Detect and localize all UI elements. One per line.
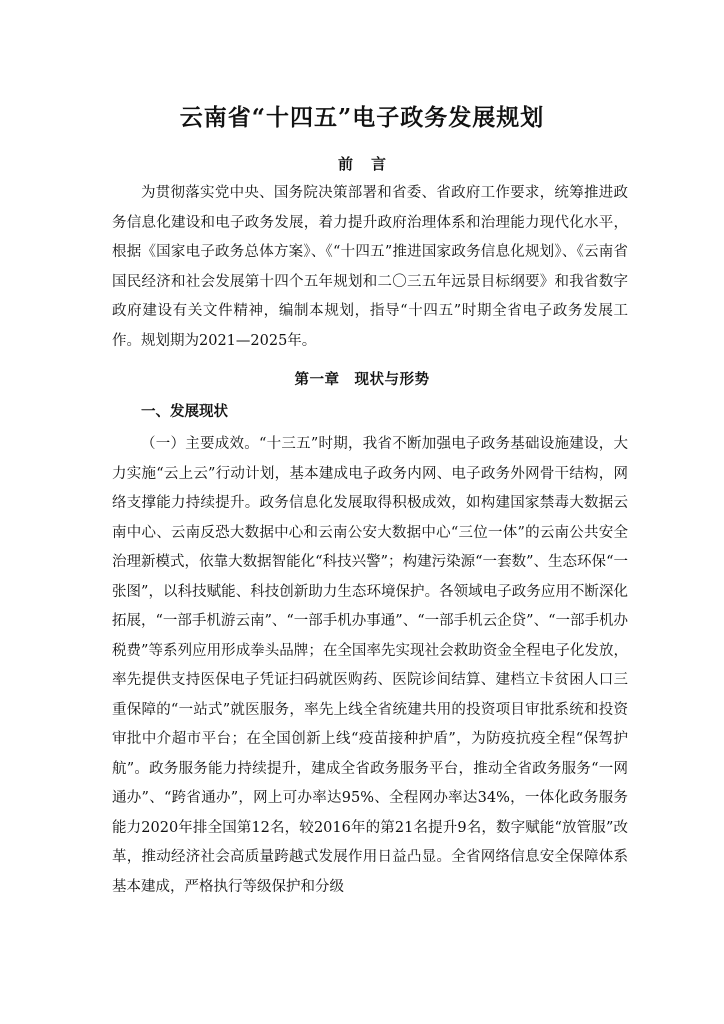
document-title: 云南省“十四五”电子政务发展规划: [179, 104, 545, 131]
section-heading: 一、发展现状: [141, 404, 228, 420]
section-paragraph: （一）主要成效。“十三五”时期，我省不断加强电子政务基础设施建设，大力实施“云上云”行动计划，基本建成电子政务内网、电子政务外网骨干结构，网络支撑能力持续提升。政务信息化发展取得积极成效，如构建国家禁毒大数据云南中心、云南反恐大数据中心和云南公安大数据中心“三位一体”的云南公共安全治理新模式，依靠大数据智能化“科技兴警”；构建污染源“一套数”、生态环保“一张图”，以科技赋能、科技创新助力生态环境保护。各领域电子政务应用不断深化拓展，“一部手机游云南”、“一部手机办事通”、“一部手机云企贷”、“一部手机办税费”等系列应用形成拳头品牌；在全国率先实现社会救助资金全程电子化发放，率先提供支持医保电子凭证扫码就医购药、医院诊间结算、建档立卡贫困人口三重保障的“一站式”就医服务，率先上线全省统建共用的投资项目审批系统和投资审批中介超市平台；在全国创新上线“疫苗接种护盾”，为防疫抗疫全程“保驾护航”。政务服务能力持续提升，建成全省政务服务平台，推动全省政务服务“一网通办”、“跨省通办”，网上可办率达95%、全程网办率达34%，一体化政务服务能力2020年排全国第12名，较2016年的第21名提升9名，数字赋能“放管服”改革，推动经济社会高质量跨越式发展作用日益凸显。全省网络信息安全保障体系基本建成，严格执行等级保护和分级: [112, 436, 628, 895]
preface-body: [112, 179, 628, 356]
preface-heading: 前言: [337, 155, 404, 173]
preface-paragraph: 为贯彻落实党中央、国务院决策部署和省委、省政府工作要求，统筹推进政务信息化建设和电子政务发展，着力提升政府治理体系和治理能力现代化水平，根据《国家电子政务总体方案》、《“十四五”推进国家政务信息化规划》、《云南省国民经济和社会发展第十四个五年规划和二〇三五年远景目标纲要》和我省数字政府建设有关文件精神，编制本规划，指导“十四五”时期全省电子政务发展工作。规划期为2021—2025年。: [112, 185, 628, 349]
chapter-heading: 第一章 现状与形势: [294, 371, 430, 388]
section-body: [112, 430, 628, 902]
